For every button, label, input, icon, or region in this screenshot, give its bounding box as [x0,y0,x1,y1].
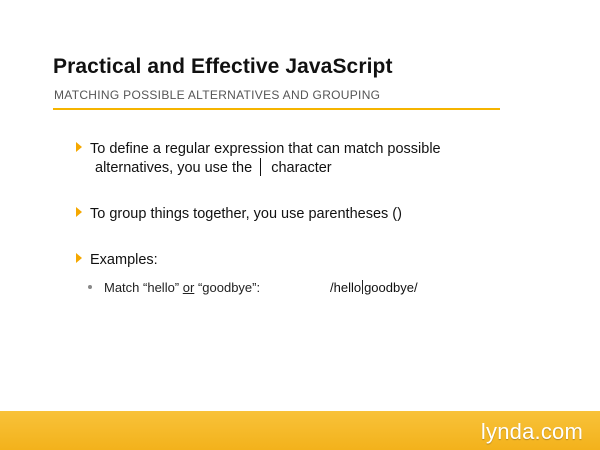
regex-pre: /hello [330,280,362,295]
slide-title: Practical and Effective JavaScript [53,55,393,78]
regex-post: goodbye/ [364,280,418,295]
bullet-3-text: Examples: [90,252,158,268]
example-regex [330,278,418,298]
pipe-character-glyph [260,158,261,176]
example-post: “goodbye”: [197,280,261,295]
bullet-arrow-icon [76,253,82,263]
bullet-1-line2-pre: alternatives, you use the [95,160,253,176]
bullet-1-line1: To define a regular expression that can match possible [90,141,441,157]
bullet-arrow-icon [76,207,82,217]
bullet-1-line2-post: character [271,160,332,176]
slide-subtitle: MATCHING POSSIBLE ALTERNATIVES AND GROUPING [54,88,381,102]
example-or: or [182,280,195,295]
bullet-1-continuation [95,157,332,179]
lynda-logo: lynda.com [480,419,583,444]
text-cursor-icon [362,280,363,294]
bullet-2-text: To group things together, you use parentheses () [90,206,402,222]
bullet-item-2 [76,203,402,225]
title-divider [53,108,500,110]
bullet-arrow-icon [76,142,82,152]
example-pre: Match “hello” [104,280,180,295]
sub-bullet-dot-icon [88,285,92,289]
footer-bar [0,411,600,450]
example-sub-bullet [88,278,260,298]
bullet-item-3 [76,249,158,271]
